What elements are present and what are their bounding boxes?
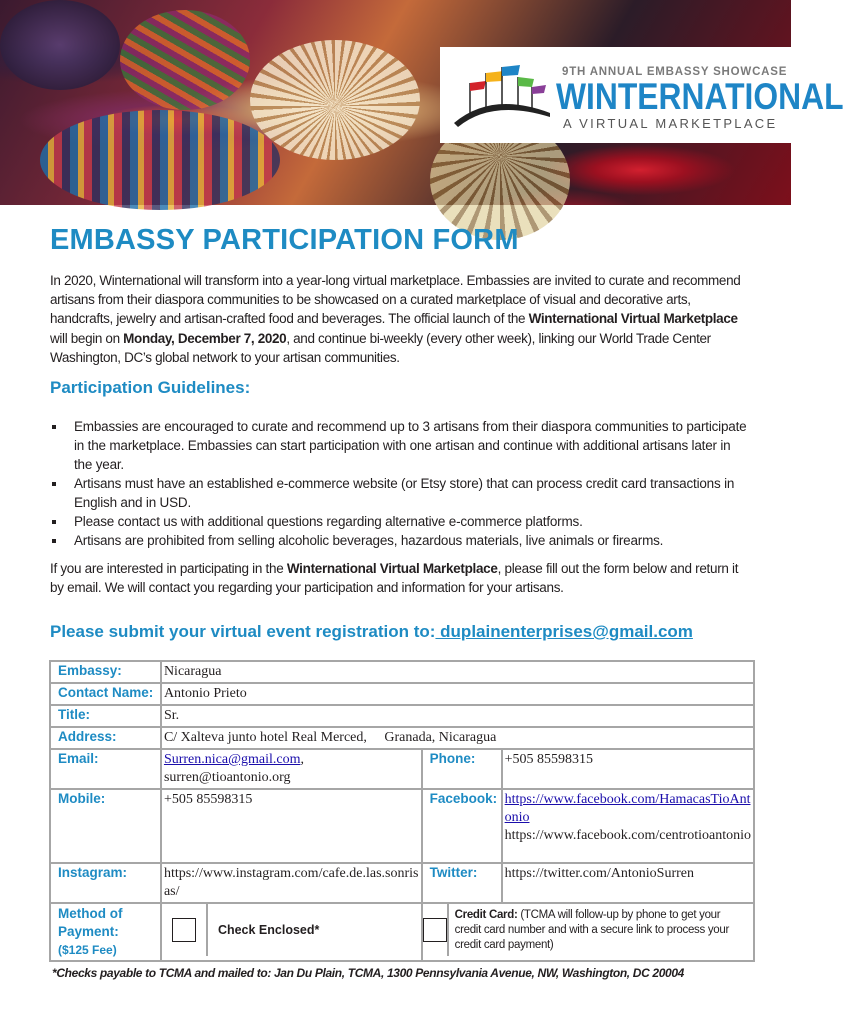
payment-fee: ($125 Fee) xyxy=(58,943,117,957)
flags-logo-icon xyxy=(452,61,552,131)
email-secondary: surren@tioantonio.org xyxy=(163,770,291,785)
contact-name-field[interactable]: Antonio Prieto xyxy=(161,683,754,705)
facebook-secondary: https://www.facebook.com/centrotioantonio xyxy=(504,828,751,843)
instagram-field[interactable]: https://www.instagram.com/cafe.de.las.sonrisas/ xyxy=(161,863,422,903)
guideline-item: Artisans must have an established e-commerce website (or Etsy store) that can process credit card transactions in English and in USD. xyxy=(50,474,750,512)
mobile-label: Mobile: xyxy=(50,789,161,863)
logo-tagline: 9TH ANNUAL EMBASSY SHOWCASE xyxy=(562,66,788,78)
credit-option-cell xyxy=(422,903,754,961)
email-label: Email: xyxy=(50,749,161,789)
banner-photo-hat xyxy=(250,40,420,160)
row-contact xyxy=(50,683,754,705)
intro-paragraph xyxy=(50,271,750,367)
footer-note: *Checks payable to TCMA and mailed to: Jan Du Plain, TCMA, 1300 Pennsylvania Avenue, NW, Washington, DC 20004 xyxy=(52,966,685,980)
phone-label: Phone: xyxy=(422,749,502,789)
credit-checkbox-cell xyxy=(423,904,449,956)
facebook-field[interactable] xyxy=(502,789,754,863)
facebook-link[interactable]: https://www.facebook.com/HamacasTioAntonio xyxy=(504,792,751,825)
facebook-label: Facebook: xyxy=(422,789,502,863)
check-option-cell xyxy=(161,903,422,961)
row-embassy xyxy=(50,661,754,683)
credit-card-description xyxy=(449,908,753,953)
instructions-paragraph xyxy=(50,559,750,597)
guidelines-list xyxy=(50,417,750,550)
embassy-field[interactable]: Nicaragua xyxy=(161,661,754,683)
intro-text: will begin on xyxy=(50,330,124,346)
row-address xyxy=(50,727,754,749)
page-title: EMBASSY PARTICIPATION FORM xyxy=(50,224,519,256)
submit-instructions xyxy=(50,622,693,642)
payment-label-cell xyxy=(50,903,161,961)
twitter-field[interactable]: https://twitter.com/AntonioSurren xyxy=(502,863,754,903)
email-link[interactable]: Surren.nica@gmail.com xyxy=(163,752,301,767)
registration-form-table xyxy=(49,660,755,962)
credit-card-label: Credit Card: xyxy=(454,908,518,921)
email-field[interactable] xyxy=(161,749,422,789)
instructions-text: , please fill out the form below and return it by email. We will contact you regarding your participation and information for your artisans. xyxy=(50,561,739,596)
intro-text: , and continue bi-weekly (every other week), linking our World Trade Center Washington, DC’s global network to your artisan communities. xyxy=(50,330,711,365)
logo-wordmark: WINTERNATIONAL xyxy=(556,76,844,117)
twitter-label: Twitter: xyxy=(422,863,502,903)
intro-bold-date: Monday, December 7, 2020 xyxy=(123,330,287,346)
row-title xyxy=(50,705,754,727)
intro-text: In 2020, Winternational will transform into a year-long virtual marketplace. Embassies are invited to curate and recommend artisans from their diaspora communities to be showcased on a curated marketplace of visual and decorative arts, handcrafts, jewelry and artisan-crafted food and beverages. The official launch of the xyxy=(50,273,741,327)
winternational-logo xyxy=(440,47,844,143)
title-field[interactable]: Sr. xyxy=(161,705,754,727)
row-instagram-twitter xyxy=(50,863,754,903)
check-enclosed-label: Check Enclosed* xyxy=(217,923,320,937)
guidelines-heading: Participation Guidelines: xyxy=(50,378,251,397)
check-enclosed-checkbox[interactable] xyxy=(172,918,196,942)
email-separator: , xyxy=(300,752,304,767)
banner-photo-detail xyxy=(120,10,250,110)
credit-card-text: (TCMA will follow-up by phone to get your credit card number and with a secure link to process your credit card payment) xyxy=(454,908,730,951)
guideline-item: Embassies are encouraged to curate and recommend up to 3 artisans from their diaspora communities to participate in the marketplace. Embassies can start participation with one artisan and continue with additional artisans later in the year. xyxy=(50,417,750,474)
address-label: Address: xyxy=(50,727,161,749)
submit-email-link[interactable]: duplainenterprises@gmail.com xyxy=(435,622,693,641)
phone-field[interactable]: +505 85598315 xyxy=(502,749,754,789)
mobile-field[interactable]: +505 85598315 xyxy=(161,789,422,863)
instructions-text: If you are interested in participating in the xyxy=(50,561,287,576)
embassy-label: Embassy: xyxy=(50,661,161,683)
header-banner xyxy=(0,0,844,205)
row-payment xyxy=(50,903,754,961)
title-label: Title: xyxy=(50,705,161,727)
row-email-phone xyxy=(50,749,754,789)
address-field[interactable]: C/ Xalteva junto hotel Real Merced, Granada, Nicaragua xyxy=(161,727,754,749)
payment-method-label: Method of Payment: xyxy=(58,906,123,939)
guideline-item: Artisans are prohibited from selling alcoholic beverages, hazardous materials, live animals or firearms. xyxy=(50,531,750,550)
contact-name-label: Contact Name: xyxy=(50,683,161,705)
submit-text: Please submit your virtual event registration to: xyxy=(50,622,436,641)
banner-photo-detail xyxy=(0,0,120,90)
check-checkbox-cell xyxy=(162,904,208,956)
instructions-bold: Winternational Virtual Marketplace xyxy=(286,561,498,576)
instagram-label: Instagram: xyxy=(50,863,161,903)
banner-photo-detail xyxy=(40,110,280,210)
logo-subtitle: A VIRTUAL MARKETPLACE xyxy=(563,116,778,131)
row-mobile-facebook xyxy=(50,789,754,863)
intro-bold-marketplace: Winternational Virtual Marketplace xyxy=(528,311,738,327)
guideline-item: Please contact us with additional questions regarding alternative e-commerce platforms. xyxy=(50,512,750,531)
credit-card-checkbox[interactable] xyxy=(423,918,447,942)
